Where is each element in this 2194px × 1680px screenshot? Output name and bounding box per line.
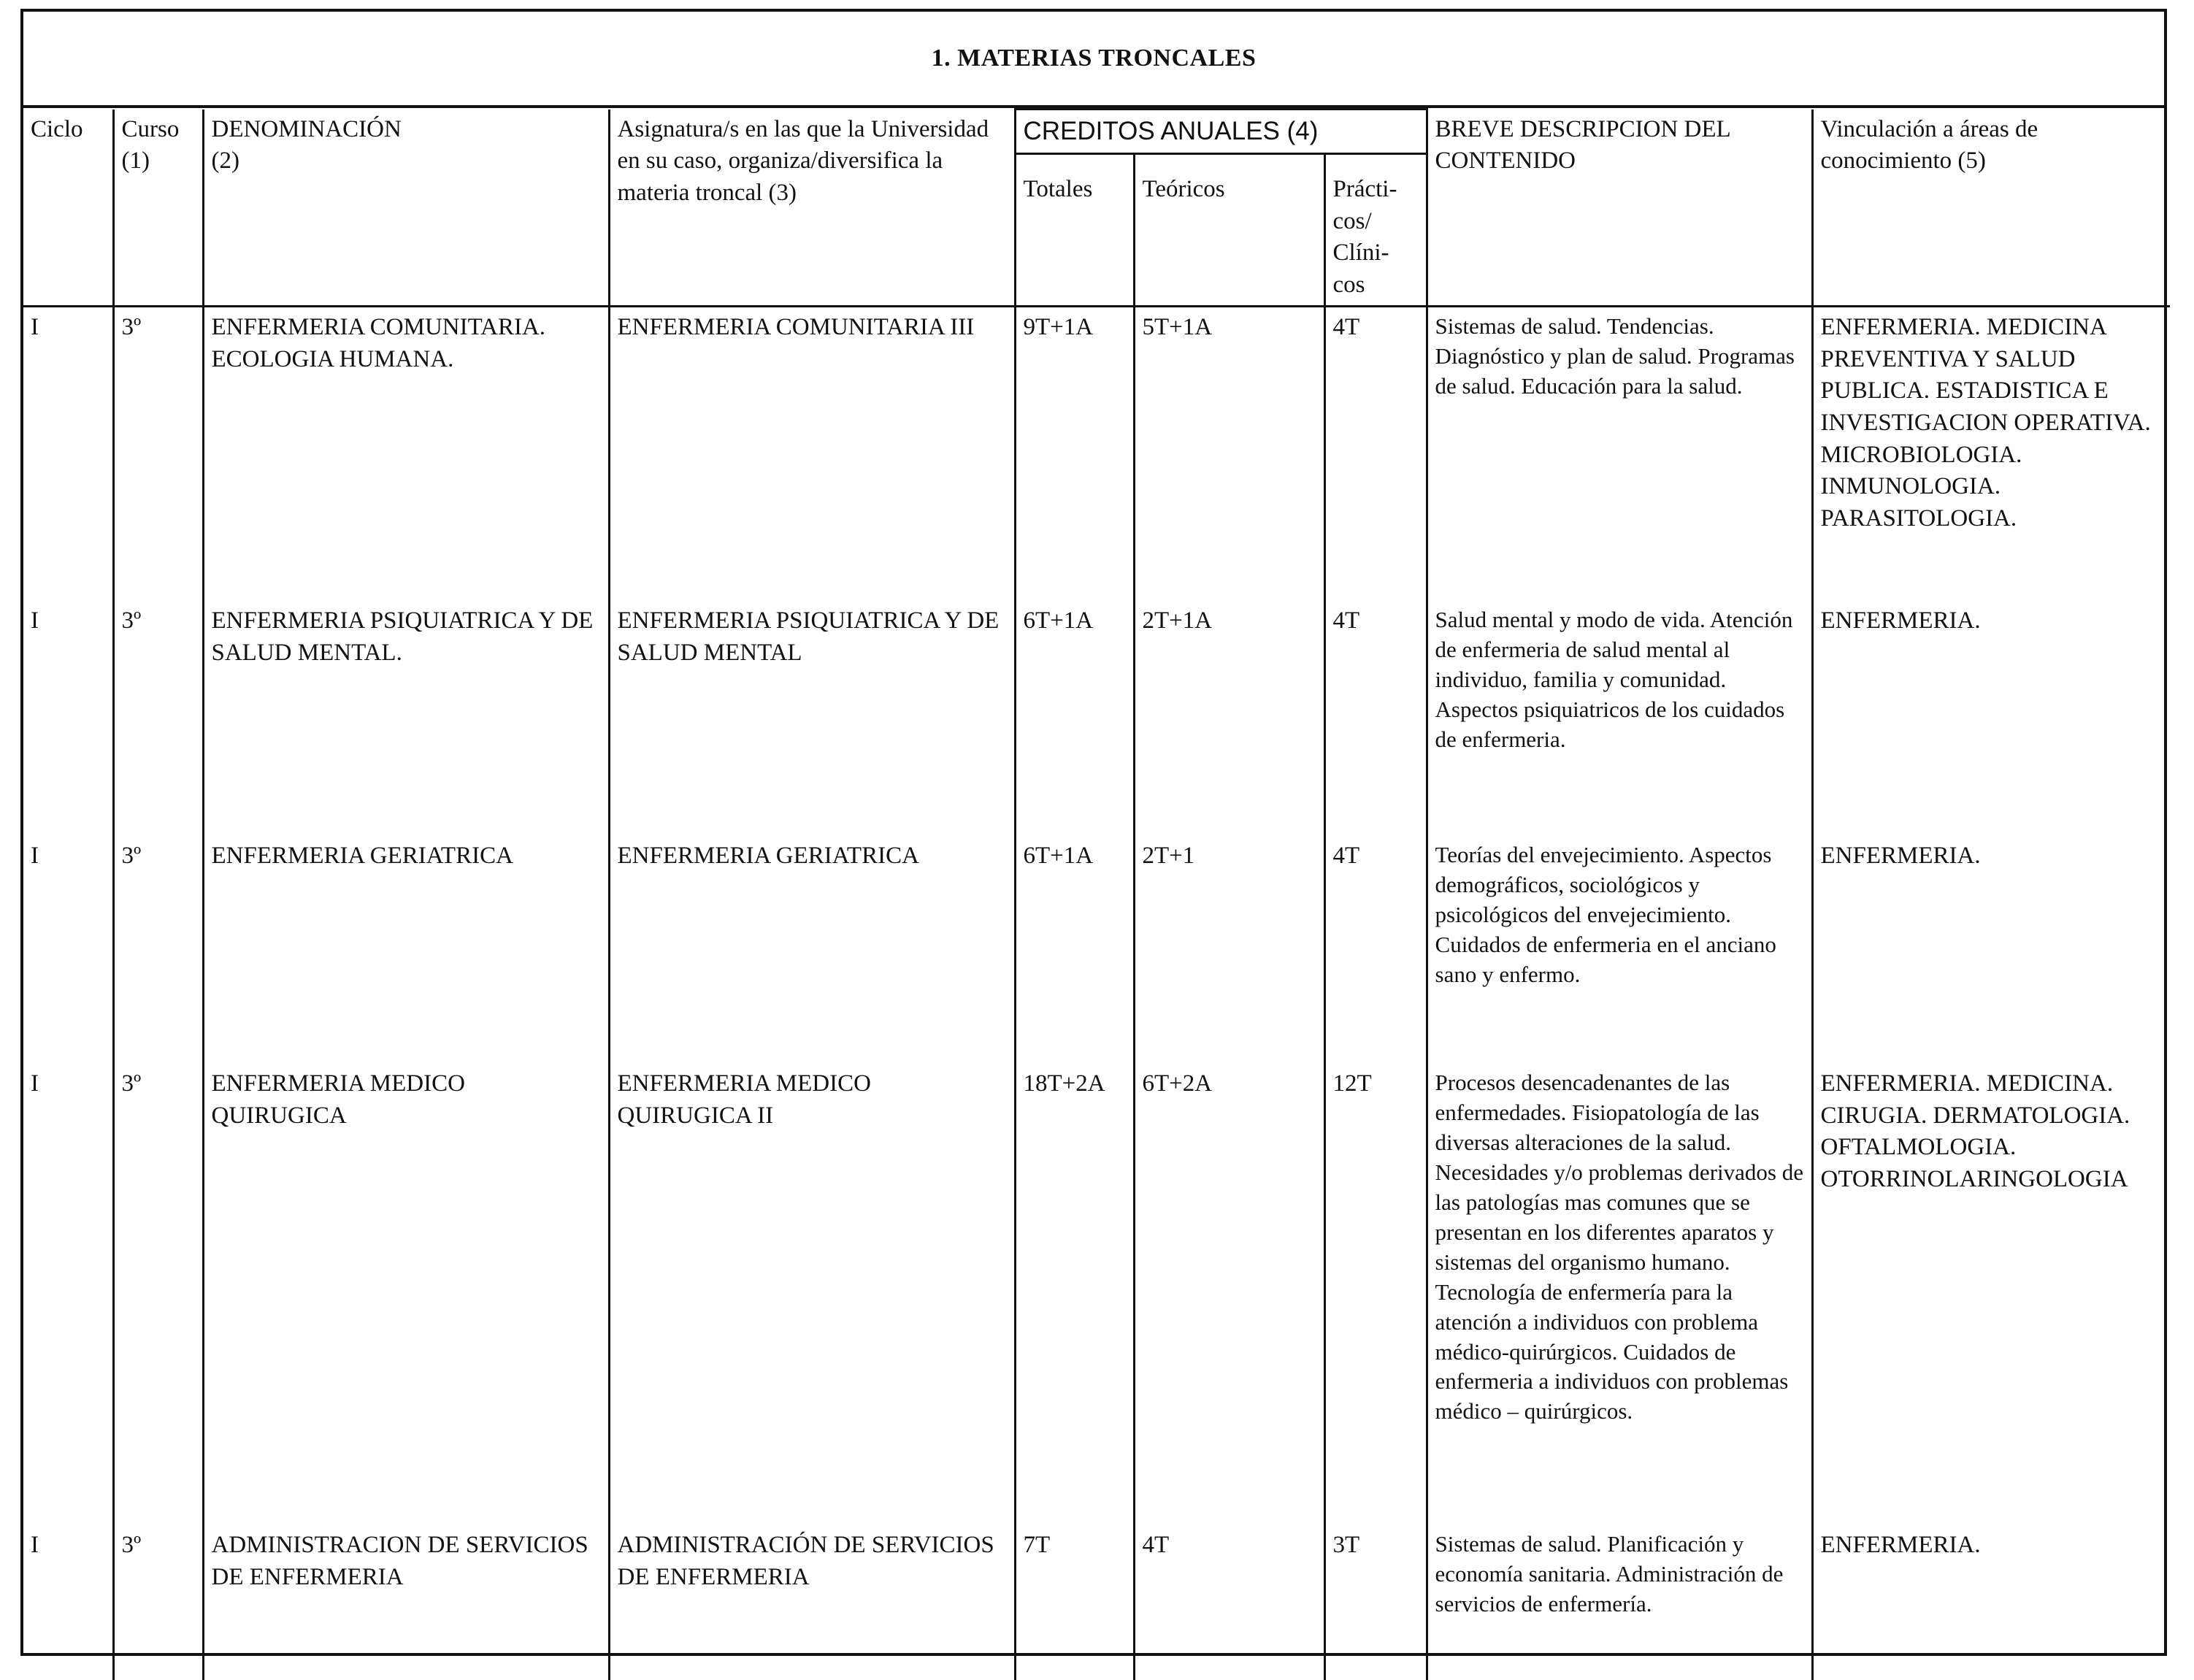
cell-ciclo: I (23, 307, 113, 602)
cell-areas: ENFERMERIA. (1812, 601, 2170, 836)
cell-denominacion: ENFERMERIA PSIQUIATRICA Y DE SALUD MENTAL. (203, 601, 609, 836)
table-row (23, 1064, 2170, 1525)
cell-totales: 7T (1015, 1525, 1134, 1680)
cell-descripcion: Sistemas de salud. Tendencias. Diagnóstico y plan de salud. Programas de salud. Educación para la salud. (1427, 307, 1812, 602)
header-practicos: Prácti-cos/ Clíni-cos (1324, 154, 1427, 307)
table-row (23, 601, 2170, 836)
header-totales: Totales (1015, 154, 1134, 307)
header-vinculacion: Vinculación a áreas de conocimiento (5) (1812, 110, 2170, 307)
cell-areas: ENFERMERIA. MEDICINA. CIRUGIA. DERMATOLOGIA. OFTALMOLOGIA. OTORRINOLARINGOLOGIA (1812, 1064, 2170, 1525)
cell-curso: 3º (113, 601, 203, 836)
cell-asignatura: ENFERMERIA PSIQUIATRICA Y DE SALUD MENTAL (609, 601, 1015, 836)
cell-totales: 18T+2A (1015, 1064, 1134, 1525)
cell-areas: ENFERMERIA. (1812, 1525, 2170, 1680)
page-title: 1. MATERIAS TRONCALES (23, 12, 2164, 108)
cell-teoricos: 4T (1134, 1525, 1324, 1680)
cell-ciclo: I (23, 601, 113, 836)
cell-practicos: 4T (1324, 836, 1427, 1064)
header-creditos: CREDITOS ANUALES (4) (1015, 110, 1427, 154)
cell-asignatura: ENFERMERIA COMUNITARIA III (609, 307, 1015, 602)
cell-practicos: 12T (1324, 1064, 1427, 1525)
header-descripcion: BREVE DESCRIPCION DEL CONTENIDO (1427, 110, 1812, 307)
cell-practicos: 4T (1324, 601, 1427, 836)
cell-practicos: 4T (1324, 307, 1427, 602)
cell-denominacion: ENFERMERIA GERIATRICA (203, 836, 609, 1064)
cell-totales: 6T+1A (1015, 836, 1134, 1064)
cell-teoricos: 2T+1A (1134, 601, 1324, 836)
header-teoricos: Teóricos (1134, 154, 1324, 307)
cell-curso: 3º (113, 1064, 203, 1525)
cell-denominacion: ENFERMERIA MEDICO QUIRUGICA (203, 1064, 609, 1525)
header-row (23, 110, 2170, 154)
cell-teoricos: 5T+1A (1134, 307, 1324, 602)
cell-curso: 3º (113, 307, 203, 602)
header-curso: Curso (1) (113, 110, 203, 307)
cell-ciclo: I (23, 1525, 113, 1680)
cell-asignatura: ENFERMERIA MEDICO QUIRUGICA II (609, 1064, 1015, 1525)
cell-descripcion: Sistemas de salud. Planificación y economía sanitaria. Administración de servicios de enfermería. (1427, 1525, 1812, 1680)
table-row (23, 836, 2170, 1064)
materias-table (23, 108, 2170, 1680)
cell-asignatura: ADMINISTRACIÓN DE SERVICIOS DE ENFERMERIA (609, 1525, 1015, 1680)
header-asignatura: Asignatura/s en las que la Universidad en su caso, organiza/diversifica la materia troncal (3) (609, 110, 1015, 307)
cell-descripcion: Procesos desencadenantes de las enfermedades. Fisiopatología de las diversas alteraciones de la salud. Necesidades y/o problemas derivados de las patologías mas comunes que se presentan en los diferentes aparatos y sistemas del organismo humano. Tecnología de enfermería para la atención a individuos con problema médico-quirúrgicos. Cuidados de enfermeria a individuos con problemas médico – quirúrgicos. (1427, 1064, 1812, 1525)
cell-practicos: 3T (1324, 1525, 1427, 1680)
cell-denominacion: ADMINISTRACION DE SERVICIOS DE ENFERMERIA (203, 1525, 609, 1680)
table-row (23, 307, 2170, 602)
cell-curso: 3º (113, 836, 203, 1064)
table-row (23, 1525, 2170, 1680)
cell-descripcion: Salud mental y modo de vida. Atención de enfermeria de salud mental al individuo, familia y comunidad. Aspectos psiquiatricos de los cuidados de enfermeria. (1427, 601, 1812, 836)
cell-areas: ENFERMERIA. (1812, 836, 2170, 1064)
cell-ciclo: I (23, 836, 113, 1064)
cell-areas: ENFERMERIA. MEDICINA PREVENTIVA Y SALUD PUBLICA. ESTADISTICA E INVESTIGACION OPERATIVA. MICROBIOLOGIA. INMUNOLOGIA. PARASITOLOGIA. (1812, 307, 2170, 602)
cell-totales: 9T+1A (1015, 307, 1134, 602)
cell-totales: 6T+1A (1015, 601, 1134, 836)
header-ciclo: Ciclo (23, 110, 113, 307)
cell-teoricos: 6T+2A (1134, 1064, 1324, 1525)
cell-curso: 3º (113, 1525, 203, 1680)
cell-ciclo: I (23, 1064, 113, 1525)
cell-asignatura: ENFERMERIA GERIATRICA (609, 836, 1015, 1064)
cell-descripcion: Teorías del envejecimiento. Aspectos demográficos, sociológicos y psicológicos del envejecimiento. Cuidados de enfermeria en el anciano sano y enfermo. (1427, 836, 1812, 1064)
cell-teoricos: 2T+1 (1134, 836, 1324, 1064)
header-denominacion: DENOMINACIÓN (2) (203, 110, 609, 307)
cell-denominacion: ENFERMERIA COMUNITARIA. ECOLOGIA HUMANA. (203, 307, 609, 602)
document-page (20, 9, 2167, 1656)
